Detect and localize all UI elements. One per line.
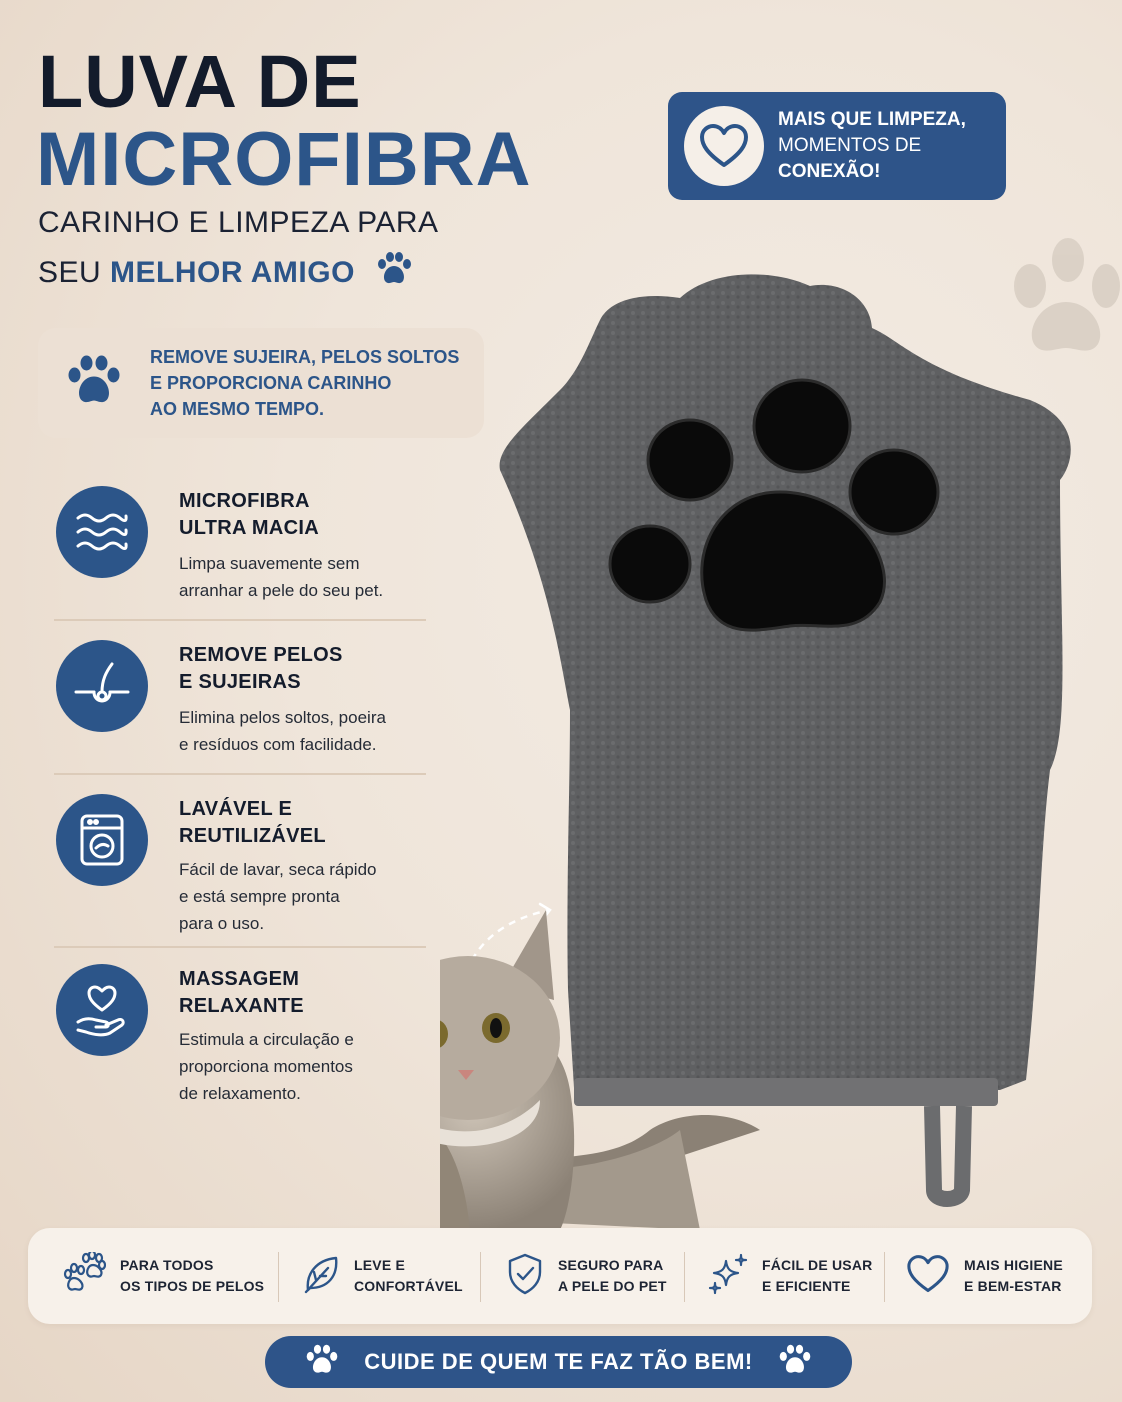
feature-washable [56, 794, 436, 934]
info-line-3: AO MESMO TEMPO. [150, 399, 325, 419]
info-box [38, 328, 484, 438]
benefit-line-2: E EFICIENTE [762, 1278, 851, 1294]
benefit-line-1: LEVE E [354, 1257, 405, 1273]
washing-machine-icon [56, 794, 148, 886]
title-line-2: MICROFIBRA [36, 117, 532, 202]
benefit-item [906, 1228, 1063, 1324]
benefit-item [60, 1228, 264, 1324]
feature-desc: e está sempre pronta [179, 887, 340, 906]
feature-microfiber [56, 486, 436, 606]
benefit-line-1: FÁCIL DE USAR [762, 1257, 873, 1273]
product-illustration [440, 230, 1122, 1230]
badge-line-2: MOMENTOS DE [778, 135, 922, 156]
cta-label: CUIDE DE QUEM TE FAZ TÃO BEM! [364, 1349, 753, 1374]
paw-icon [64, 355, 124, 412]
title-line-1: LUVA DE [38, 40, 362, 123]
paw-icon [777, 1344, 813, 1381]
subtitle-highlight: MELHOR AMIGO [110, 256, 355, 289]
benefit-line-1: PARA TODOS [120, 1257, 214, 1273]
paw-icon [374, 252, 414, 294]
subtitle-line-1: CARINHO E LIMPEZA PARA [38, 206, 439, 239]
feature-desc: de relaxamento. [179, 1084, 301, 1103]
benefit-line-2: E BEM-ESTAR [964, 1278, 1062, 1294]
feature-desc: Elimina pelos soltos, poeira [179, 708, 386, 727]
divider [54, 619, 426, 621]
info-line-1: REMOVE SUJEIRA, PELOS SOLTOS [150, 347, 460, 367]
subtitle-line-2 [38, 252, 414, 294]
feature-title-1: MICROFIBRA [179, 490, 310, 512]
feature-massage [56, 964, 436, 1104]
waves-icon [56, 486, 148, 578]
benefit-line-2: CONFORTÁVEL [354, 1278, 463, 1294]
benefit-line-1: SEGURO PARA [558, 1257, 664, 1273]
divider [884, 1252, 885, 1302]
subtitle-prefix: SEU [38, 256, 102, 289]
benefit-line-2: A PELE DO PET [558, 1278, 667, 1294]
divider [278, 1252, 279, 1302]
benefit-item [302, 1228, 463, 1324]
heart-icon [906, 1254, 950, 1299]
benefit-item [708, 1228, 872, 1324]
feature-title-1: MASSAGEM [179, 968, 300, 990]
divider [480, 1252, 481, 1302]
info-line-2: E PROPORCIONA CARINHO [150, 373, 392, 393]
microfiber-glove [500, 274, 1071, 1199]
divider [54, 946, 426, 948]
feature-title-2: RELAXANTE [179, 995, 304, 1017]
leaf-icon [302, 1254, 340, 1299]
paw-icon [304, 1344, 340, 1381]
benefit-line-1: MAIS HIGIENE [964, 1257, 1063, 1273]
cta-banner [265, 1336, 852, 1388]
decorative-paw-icon [1014, 238, 1120, 351]
shield-check-icon [506, 1252, 544, 1301]
feature-title-2: ULTRA MACIA [179, 517, 319, 539]
sparkles-icon [708, 1253, 748, 1300]
feature-title-2: REUTILIZÁVEL [179, 825, 326, 847]
feature-title-2: E SUJEIRAS [179, 671, 301, 693]
hair-follicle-icon [56, 640, 148, 732]
feature-desc: Estimula a circulação e [179, 1030, 354, 1049]
benefit-line-2: OS TIPOS DE PELOS [120, 1278, 265, 1294]
feature-title-1: LAVÁVEL E [179, 798, 293, 820]
feature-desc: Fácil de lavar, seca rápido [179, 860, 377, 879]
heart-icon [684, 106, 764, 186]
feature-desc: Limpa suavemente sem [179, 554, 360, 573]
heart-hand-icon [56, 964, 148, 1056]
feature-desc: proporciona momentos [179, 1057, 353, 1076]
feature-desc: arranhar a pele do seu pet. [179, 581, 384, 600]
badge-line-3: CONEXÃO! [778, 161, 881, 182]
benefit-item [506, 1228, 667, 1324]
paws-icon [60, 1252, 106, 1301]
connection-badge [668, 92, 1006, 200]
benefits-bar [28, 1228, 1092, 1324]
divider [54, 773, 426, 775]
divider [684, 1252, 685, 1302]
feature-remove-hair [56, 640, 436, 760]
feature-desc: e resíduos com facilidade. [179, 735, 377, 754]
badge-line-1: MAIS QUE LIMPEZA, [778, 109, 966, 130]
feature-desc: para o uso. [179, 914, 265, 933]
feature-title-1: REMOVE PELOS [179, 644, 343, 666]
